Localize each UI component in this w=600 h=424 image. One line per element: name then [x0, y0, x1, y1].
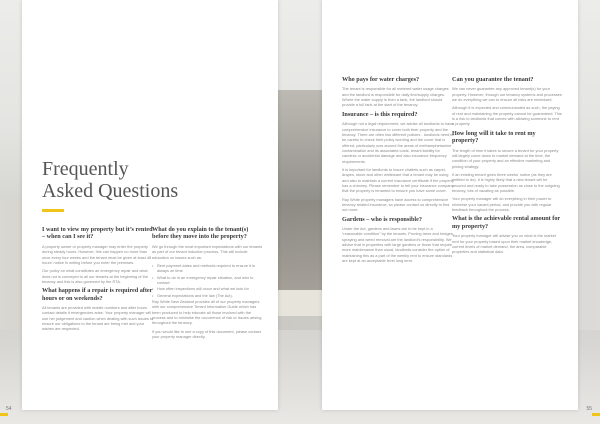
- answer-paragraph: Your property manager will advise you on what is the market rent for your property based upon their market knowledge, current levels of market demand, the area, comparable properties and statistical data.: [452, 233, 556, 255]
- right-column-1: [342, 76, 454, 267]
- left-page: [6, 0, 278, 412]
- title-line-1: Frequently: [42, 158, 129, 180]
- answer-paragraph: Ray White property managers have access to comprehensive tenancy related insurance, so please contact us directly to find out more.: [342, 196, 450, 213]
- background-shelf: [275, 290, 325, 316]
- bullet-item: • General expectations and the law (The Act).: [152, 293, 264, 298]
- answer-paragraph: Although it is expected and communicated as such, the paying of rent and maintaining the property cannot be guaranteed. This is a risk to landlords that comes with allowing someone to rent a property.: [452, 105, 562, 127]
- title-accent-bar: [42, 209, 64, 212]
- footer-accent-right: [592, 413, 600, 416]
- bullet-item: • What to do in an emergency repair situation, and who to contact: [152, 275, 264, 286]
- question-heading: I want to view my property but it’s rented – when can I see it?: [42, 226, 153, 241]
- answer-paragraph: We can never guarantee any approved tenant(s) for your property. However, through our tenancy systems and processes we do everything we can to ensure all risks are minimised.: [452, 86, 562, 103]
- question-heading: What is the achievable rental amount for my property?: [452, 215, 561, 230]
- title-line-2: Asked Questions: [42, 180, 179, 202]
- question-heading: Can you guarantee the tenant?: [452, 76, 534, 83]
- answer-intro: We go through the most important expectations with our tenants as part of our tenant induction process. This will include education on issues such as:: [152, 243, 263, 260]
- answer-paragraph: Under the Act, gardens and lawns are to be kept in a “reasonable condition” by the tenants. Pruning trees and hedges, spraying and weed removal are the landlord’s responsibility. We advise that in properties with large gardens or those that require more maintenance than usual, landlords consider the option of maintaining this as a part of the weekly rent to ensure standards are kept at an acceptable level long term.: [342, 226, 454, 264]
- right-column-2: [452, 76, 562, 258]
- answer-paragraph: The length of time it takes to secure a tenant for your property will largely come down to market demand at the time, the condition of your property and an effective marketing and pricing strategy.: [452, 147, 559, 169]
- question-heading: Insurance – is this required?: [342, 110, 418, 118]
- question-heading: Gardens – who is responsible?: [342, 215, 422, 223]
- answer-paragraph: A property owner or property manager may enter the property during steady hours. However, this can happen no more than once every four weeks and the tenant must be given at least 48 hours’ notice in writing before you enter the premises.: [42, 243, 152, 265]
- answer-paragraph: Ray White New Zealand provides all of our property managers with our comprehensive Tenant Information Guide which has been produced to help educate all those involved with the process and to minimise the occurrence of risk or issues arising throughout the tenancy.: [152, 298, 262, 326]
- left-column-1: [42, 226, 154, 335]
- footer-accent-left: [0, 413, 8, 416]
- page-number-left: 54: [6, 406, 12, 412]
- background-window: [275, 90, 325, 310]
- question-heading: How long will it take to rent my property?: [452, 129, 536, 145]
- answer-paragraph: All tenants are provided with mobile numbers and after hours contact details if emergencies arise. Your property manager will use her judgement and caution when dealing with such issues to ensure our obligations to the tenant are being met and your wishes are respected.: [42, 305, 154, 332]
- question-heading: What happens if a repair is required after hours or on weekends?: [42, 287, 153, 302]
- bullet-item: • How often inspections will occur and what we look for: [152, 286, 264, 291]
- left-column-2: [152, 226, 264, 342]
- answer-paragraph: It is important for landlords to insure chattels such as carpet, drapes, stove and other whiteware that a tenant may be using and also to maintain a current insurance certificate if the property has a chimney. Please remember to tell your insurance company that the property is tenanted to ensure you have some cover.: [342, 166, 454, 194]
- answer-paragraph: The tenant is responsible for all metered water usage charges and the landlord is responsible for daily line/supply charges. Where the water supply is from a tank, the landlord should provide a full tank at the start of the tenancy.: [342, 86, 449, 108]
- page-number-right: 55: [586, 406, 592, 412]
- question-heading: What do you explain to the tenant(s) before they move into the property?: [152, 226, 249, 241]
- answer-paragraph: Your property manager will do everything in their power to minimise your vacant period, and provide you with regular feedback throughout the process.: [452, 196, 552, 213]
- answer-paragraph: If an existing tenant gives three weeks’ notice (as they are entitled to do), it is highly likely that a new tenant will be secured and ready to take possession as close to the outgoing tenancy, lots of vacating as possible.: [452, 172, 560, 194]
- answer-paragraph: Our policy on what constitutes an emergency repair and what does not is conveyed to all our tenants at the beginning of the tenancy and this is also governed by the RTA.: [42, 268, 148, 284]
- right-page: [322, 0, 592, 412]
- bullet-item: • Rent payment dates and methods required to ensure it is always on time: [152, 263, 264, 274]
- answer-paragraph: Although not a legal requirement, we advise all landlords to have comprehensive insurance to cover both their property and the tenancy. There are often two different policies - landlords need to be careful to check their policy wording and the cover that is offered, particularly now around the areas of methamphetamine contamination and its associated costs, tenant liability for careless or accidental damage and also insurance frequency requirements.: [342, 121, 454, 164]
- answer-paragraph: If you would like to see a copy of this document, please contact your property manager directly.: [152, 328, 261, 339]
- question-heading: Who pays for water charges?: [342, 76, 420, 83]
